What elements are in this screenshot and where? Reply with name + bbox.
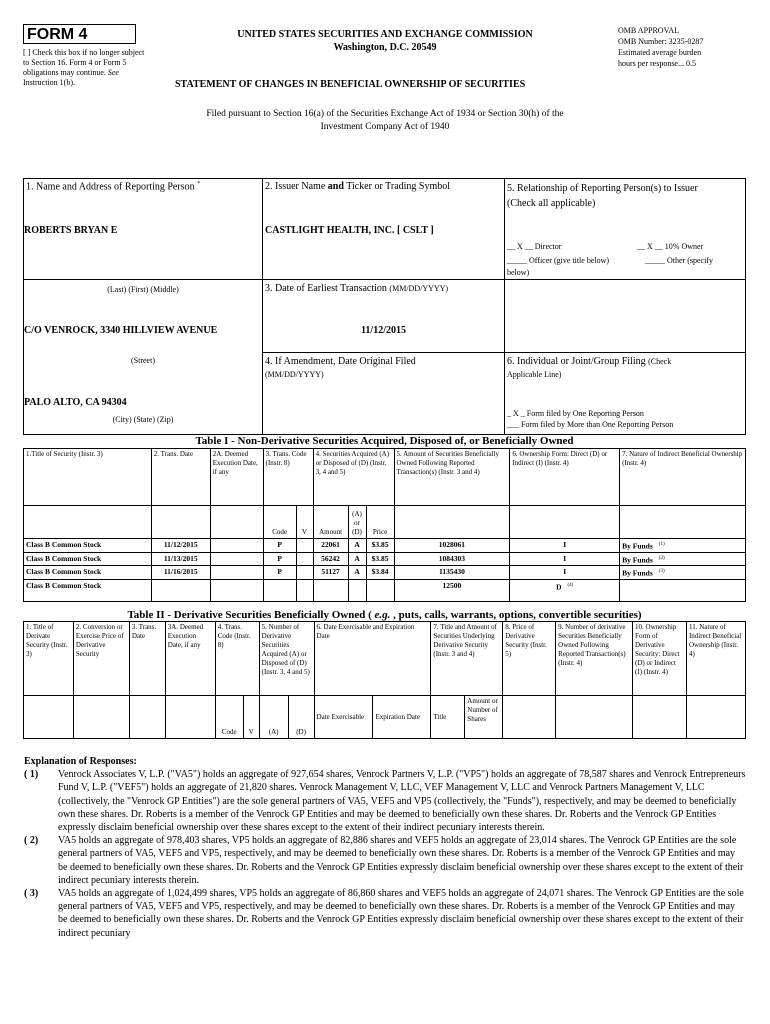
t2-sub-title: Title <box>431 696 465 739</box>
cell-nature-value: By Funds <box>622 555 653 564</box>
omb-hours: hours per response... 0.5 <box>618 59 696 68</box>
cell-form-value: D <box>556 582 562 591</box>
table-row <box>24 566 746 580</box>
cell-title <box>24 579 152 601</box>
director-check: __ X __ Director <box>507 242 562 251</box>
t1-sub-aord: (A) or (D) <box>348 506 366 539</box>
table2-title-eg: e.g. <box>374 609 391 621</box>
earliest-transaction-date: 11/12/2015 <box>360 325 406 336</box>
cell-code-value: P <box>277 540 282 549</box>
table2-title-b: , puts, calls, warrants, options, convertible securities) <box>390 609 642 621</box>
footnote-item <box>24 834 746 887</box>
cell-amount-value: 56242 <box>321 553 340 563</box>
footnote-number: ( 2) <box>24 835 39 847</box>
t1-h5: 5. Amount of Securities Beneficially Owned Following Reported Transaction(s) (Instr. 3 and 4) <box>394 449 510 506</box>
cell-owned <box>394 539 510 553</box>
cell-v <box>296 552 313 566</box>
cell-code <box>263 552 296 566</box>
omb-title: OMB APPROVAL <box>618 26 679 35</box>
t1-sub-v: V <box>296 506 313 539</box>
cell-date-value: 11/13/2015 <box>163 553 198 563</box>
form-title: FORM 4 <box>23 24 136 44</box>
reporting-info-grid <box>23 178 746 435</box>
cell-title-value: Class B Common Stock <box>26 553 102 563</box>
cell-ad-value: A <box>354 540 360 549</box>
t1-sub-price: Price <box>366 506 394 539</box>
cell-ad <box>348 539 366 553</box>
footnote-ref: (3) <box>658 569 665 574</box>
issuer-name: CASTLIGHT HEALTH, INC. [ CSLT ] <box>265 225 434 236</box>
cell-amount <box>313 552 348 566</box>
box3-label <box>265 283 448 294</box>
t2-sub-amount: Amount or Number of Shares <box>465 696 503 739</box>
t1-h2: 2. Trans. Date <box>151 449 210 506</box>
omb-burden: Estimated average burden <box>618 48 702 57</box>
box6-label-text: 6. Individual or Joint/Group Filing <box>507 356 646 367</box>
cell-ad <box>348 579 366 601</box>
cell-date <box>151 566 210 580</box>
multi-person-filing: ___ Form filed by More than One Reporting Person <box>507 420 674 429</box>
box6-applicable: Applicable Line) <box>507 370 562 379</box>
cell-price-value: $3.85 <box>371 540 389 549</box>
footnote-item <box>24 887 746 940</box>
cell-code <box>263 579 296 601</box>
footnote-number: ( 3) <box>24 888 39 900</box>
see-word: See <box>107 68 119 77</box>
cell-owned <box>394 579 510 601</box>
cell-deemed <box>210 566 263 580</box>
t2-h5: 5. Number of Derivative Securities Acquired (A) or Disposed of (D) (Instr. 3, 4 and 5) <box>259 622 314 696</box>
footnote-text: Venrock Associates V, L.P. ("VA5") holds an aggregate of 927,654 shares, Venrock Partners V, L.P. ("VP5") holds an aggregate of 78,587 shares and Venrock Entrepreneurs Fund V, L.P. ("VEF5") holds an aggregate of 21,820 shares. Venrock Management V, LLC, VEF Management V, LLC and Venrock Partners Management V, LLC (collectively, the "Venrock GP Entities") are the sole general partners of VA5, VEF5 and VP5 (collectively, the "Funds"), respectively, and may be deemed to beneficially own these shares. Dr. Roberts is a member of the Venrock GP Entities and may be deemed to beneficially own these shares. Dr. Roberts and the Venrock GP Entities expressly disclaim beneficial ownership over these shares except to the extent of their indirect pecuniary interests therein. <box>58 769 746 834</box>
cell-v <box>296 539 313 553</box>
box1-label-text: 1. Name and Address of Reporting Person <box>26 181 195 193</box>
cell-ad-value: A <box>354 553 360 563</box>
box6-label <box>507 356 671 367</box>
cell-owned-value: 1084303 <box>438 553 466 563</box>
cell-ad <box>348 552 366 566</box>
checkbox-text: [ ] Check this box if no longer subject to Section 16. Form 4 or Form 5 obligations may continue. <box>23 48 145 77</box>
box2-label-a: 2. Issuer Name <box>265 181 328 192</box>
cell-title-value: Class B Common Stock <box>26 540 102 549</box>
filed-pursuant: Filed pursuant to Section 16(a) of the Securities Exchange Act of 1934 or Section 30(h) of the <box>206 109 564 119</box>
cell-nature-value: By Funds <box>622 541 653 551</box>
street-label: (Street) <box>131 356 155 365</box>
cell-price <box>366 566 394 580</box>
ten-percent-owner-check: __ X __ 10% Owner <box>637 242 704 251</box>
t2-h9: 9. Number of derivative Securities Beneficially Owned Following Reported Transaction(s) (Instr. 4) <box>556 622 633 696</box>
one-person-filing: _ X _ Form filed by One Reporting Person <box>507 409 644 418</box>
t1-h2a: 2A. Deemed Execution Date, if any <box>210 449 263 506</box>
t1-h4: 4. Securities Acquired (A) or Disposed of (D) (Instr. 3, 4 and 5) <box>313 449 394 506</box>
cell-price-value: $3.84 <box>371 567 389 576</box>
t2-h8: 8. Price of Derivative Security (Instr. 5) <box>503 622 556 696</box>
t1-sub-code: Code <box>263 506 296 539</box>
t2-sub-code: Code <box>215 696 243 739</box>
t2-h4: 4. Trans. Code (Instr. 8) <box>215 622 259 696</box>
box4-label: 4. If Amendment, Date Original Filed <box>265 356 416 367</box>
cell-deemed <box>210 552 263 566</box>
t2-sub-d: (D) <box>288 696 314 739</box>
t1-h6: 6. Ownership Form: Direct (D) or Indirect (I) (Instr. 4) <box>510 449 620 506</box>
box3-format: (MM/DD/YYYY) <box>389 284 449 293</box>
t2-h3: 3. Trans. Date <box>129 622 165 696</box>
cell-amount-value: 51127 <box>321 567 340 576</box>
t2-h3a: 3A. Deemed Execution Date, if any <box>165 622 215 696</box>
cell-code-value: P <box>277 553 282 563</box>
cell-amount-value: 22061 <box>321 540 340 549</box>
cell-form-value: I <box>563 567 567 576</box>
footnote-number: ( 1) <box>24 769 39 781</box>
other-check: _____ Other (specify <box>645 256 713 265</box>
t2-h2: 2. Conversion or Exercise Price of Derivative Security <box>73 622 129 696</box>
cell-form <box>510 552 620 566</box>
cell-title-value: Class B Common Stock <box>26 567 102 576</box>
box6-check: (Check <box>648 357 672 366</box>
cell-title <box>24 552 152 566</box>
cell-owned-value: 1028061 <box>438 540 466 549</box>
cell-price-value: $3.85 <box>371 553 389 563</box>
cell-v <box>296 579 313 601</box>
cell-nature <box>620 552 746 566</box>
t2-h11: 11. Nature of Indirect Beneficial Ownership (Instr. 4) <box>686 622 745 696</box>
box1-star: * <box>197 181 201 187</box>
cell-nature <box>620 579 746 601</box>
name-parts-label: (Last) (First) (Middle) <box>107 285 179 294</box>
cell-owned <box>394 566 510 580</box>
cell-code <box>263 566 296 580</box>
footnote-item <box>24 768 746 834</box>
box2-label <box>265 181 450 192</box>
t2-sub-v: V <box>243 696 259 739</box>
table-row <box>24 539 746 553</box>
t2-h1: 1. Title of Derivate Security (Instr. 3) <box>24 622 74 696</box>
table2-title-a: Table II - Derivative Securities Beneficially Owned ( <box>127 609 375 621</box>
cell-date <box>151 552 210 566</box>
cell-ad-value: A <box>354 567 360 576</box>
city-label: (City) (State) (Zip) <box>112 415 174 424</box>
cell-owned-value: 12500 <box>442 580 462 590</box>
filed-pursuant-2: Investment Company Act of 1940 <box>320 122 450 132</box>
box3-label-text: 3. Date of Earliest Transaction <box>265 283 387 294</box>
checkbox-notice <box>23 48 148 88</box>
cell-owned-value: 1135430 <box>438 567 465 576</box>
other-below: below) <box>507 268 530 277</box>
cell-amount <box>313 579 348 601</box>
t1-h1: 1.Title of Security (Instr. 3) <box>24 449 152 506</box>
cell-price <box>366 539 394 553</box>
explanation-heading: Explanation of Responses: <box>24 756 137 767</box>
reporting-person-city: PALO ALTO, CA 94304 <box>24 397 127 408</box>
reporting-person-name: ROBERTS BRYAN E <box>24 225 118 236</box>
cell-deemed <box>210 539 263 553</box>
agency-city: Washington, D.C. 20549 <box>333 42 437 53</box>
omb-approval <box>618 25 758 69</box>
cell-deemed <box>210 579 263 601</box>
footnote-ref: (1) <box>658 542 665 547</box>
explanation-section <box>24 755 746 940</box>
box2-label-and: and <box>327 181 344 192</box>
cell-title-value: Class B Common Stock <box>26 580 102 590</box>
footnote-text: VA5 holds an aggregate of 1,024,499 shares, VP5 holds an aggregate of 86,860 shares and VEF5 holds an aggregate of 24,071 shares. The Venrock GP Entities are the sole general partners of VA5, VEF5 and VP5, respectively, and may be deemed to beneficially own these shares. Dr. Roberts is a member of the Venrock GP Entities and may be deemed to beneficially own these shares. Dr. Roberts and the Venrock GP Entities expressly disclaim beneficial ownership over these shares except to the extent of their indirect pecuniary <box>58 888 744 939</box>
t2-h6: 6. Date Exercisable and Expiration Date <box>314 622 431 696</box>
cell-price <box>366 579 394 601</box>
statement-title: STATEMENT OF CHANGES IN BENEFICIAL OWNERSHIP OF SECURITIES <box>175 79 526 90</box>
cell-date-value: 11/16/2015 <box>163 567 198 576</box>
t1-h7: 7. Nature of Indirect Beneficial Ownership (Instr. 4) <box>620 449 746 506</box>
t1-sub-amount: Amount <box>313 506 348 539</box>
cell-amount <box>313 566 348 580</box>
box1-label <box>26 181 200 192</box>
table-row <box>24 552 746 566</box>
cell-ad <box>348 566 366 580</box>
cell-form-value: I <box>563 540 567 549</box>
table1-title: Table I - Non-Derivative Securities Acquired, Disposed of, or Beneficially Owned <box>195 435 574 447</box>
reporting-person-street: C/O VENROCK, 3340 HILLVIEW AVENUE <box>24 325 218 336</box>
table1 <box>23 448 746 602</box>
officer-check: _____ Officer (give title below) <box>507 256 610 265</box>
cell-date <box>151 539 210 553</box>
t2-h7: 7. Title and Amount of Securities Underlying Derivative Security (Instr. 3 and 4) <box>431 622 503 696</box>
box5-label-text: 5. Relationship of Reporting Person(s) to Issuer <box>507 183 698 194</box>
cell-amount <box>313 539 348 553</box>
cell-form <box>510 566 620 580</box>
table-row <box>24 579 746 601</box>
footnote-text: VA5 holds an aggregate of 978,403 shares, VP5 holds an aggregate of 82,886 shares and VEF5 holds an aggregate of 23,014 shares. The Venrock GP Entities are the sole general partners of VA5, VEF5 and VP5, respectively, and may be deemed to beneficially own these shares. Dr. Roberts is a member of the Venrock GP Entities and may be deemed to beneficially own these shares. Dr. Roberts and the Venrock GP Entities expressly disclaim beneficial ownership over these shares except to the extent of their indirect pecuniary interests therein. <box>58 835 744 886</box>
instruction-ref: Instruction 1(b). <box>23 78 75 87</box>
t2-h10: 10. Ownership Form of Derivative Security: Direct (D) or Indirect (I) (Instr. 4) <box>633 622 687 696</box>
footnote-ref: (4) <box>567 582 574 588</box>
agency-name: UNITED STATES SECURITIES AND EXCHANGE COMMISSION <box>237 29 533 40</box>
omb-number: OMB Number: 3235-0287 <box>618 37 704 46</box>
cell-code-value: P <box>277 567 282 576</box>
footnote-ref: (2) <box>658 555 665 561</box>
cell-v <box>296 566 313 580</box>
t1-h3: 3. Trans. Code (Instr. 8) <box>263 449 313 506</box>
cell-price <box>366 552 394 566</box>
cell-form <box>510 539 620 553</box>
box2-label-b: Ticker or Trading Symbol <box>343 181 451 192</box>
cell-owned <box>394 552 510 566</box>
box4-format: (MM/DD/YYYY) <box>265 370 324 379</box>
cell-nature <box>620 539 746 553</box>
cell-nature <box>620 566 746 580</box>
cell-form <box>510 579 620 601</box>
t2-sub-a: (A) <box>259 696 288 739</box>
cell-nature-value: By Funds <box>622 568 653 578</box>
cell-title <box>24 566 152 580</box>
cell-title <box>24 539 152 553</box>
box5-check: (Check all applicable) <box>507 198 596 209</box>
cell-date <box>151 579 210 601</box>
t2-sub-exp-date: Expiration Date <box>373 696 431 739</box>
table2 <box>23 621 746 739</box>
cell-form-value: I <box>563 553 567 563</box>
cell-date-value: 11/12/2015 <box>163 540 198 549</box>
t2-sub-date-ex: Date Exercisable <box>314 696 373 739</box>
box5-label <box>507 181 747 211</box>
cell-code <box>263 539 296 553</box>
